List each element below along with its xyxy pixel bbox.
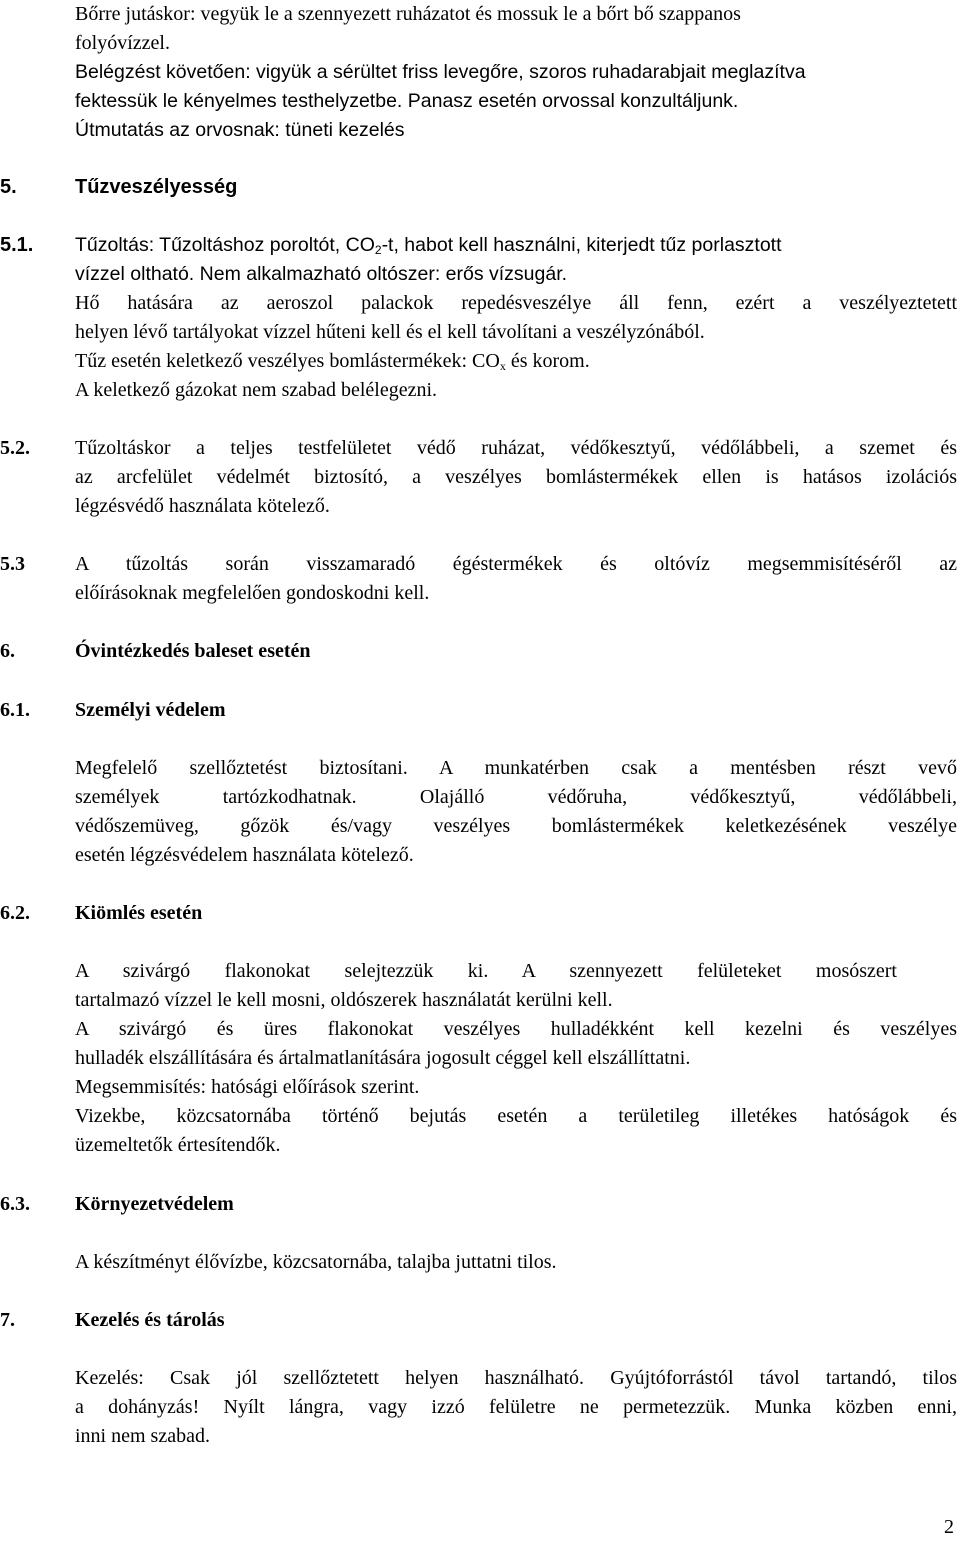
page-number: 2 [944,1516,954,1538]
text-line: személyek tartózkodhatnak. Olajálló védőruha, védőkesztyű, védőlábbeli, [75,786,957,808]
text-line: Kezelés: Csak jól szellőztetett helyen használható. Gyújtóforrástól távol tartandó, tilos [75,1367,957,1389]
subsection-number: 5.1. [0,234,34,256]
text-line: inni nem szabad. [75,1425,210,1447]
subsection-number: 6.2. [0,902,30,924]
text-line: Bőrre jutáskor: vegyük le a szennyezett ruházatot és mossuk le a bőrt bő szappanos [75,3,741,25]
text-line: Megfelelő szellőztetést biztosítani. A munkatérben csak a mentésben részt vevő [75,757,957,779]
text-line: Belégzést követően: vigyük a sérültet friss levegőre, szoros ruhadarabjait meglazítva [75,61,806,83]
text-line: légzésvédő használata kötelező. [75,495,330,517]
text-line: esetén légzésvédelem használata kötelező. [75,844,414,866]
text-line: A szivárgó flakonokat selejtezzük ki. A szennyezett felületeket mosószert [75,960,897,982]
text-line: Útmutatás az orvosnak: tüneti kezelés [75,119,405,141]
section-number: 6. [0,640,15,662]
text-line: vízzel oltható. Nem alkalmazható oltószer: erős vízsugár. [75,263,568,285]
text-line: Megsemmisítés: hatósági előírások szerint. [75,1076,420,1098]
subsection-number: 5.3 [0,553,25,575]
section-title: Kezelés és tárolás [75,1309,225,1331]
text-line: Tűz esetén keletkező veszélyes bomlástermékek: $CO_x$ és korom. [75,350,590,373]
text-line: hulladék elszállítására és ártalmatlanítására jogosult céggel kell elszállíttatni. [75,1047,691,1069]
text-line: a dohányzás! Nyílt lángra, vagy izzó felületre ne permetezzük. Munka közben enni, [75,1396,957,1418]
text-line: A készítményt élővízbe, közcsatornába, talajba juttatni tilos. [75,1251,557,1273]
subsection-title: Kiömlés esetén [75,902,203,924]
text-line: Tűzoltás: Tűzoltáshoz poroltót, $CO_2-t$, habot kell használni, kiterjedt tűz porlasztott [75,234,782,257]
text-line: védőszemüveg, gőzök és/vagy veszélyes bomlástermékek keletkezésének veszélye [75,815,957,837]
text-line: Tűzoltáskor a teljes testfelületet védő ruházat, védőkesztyű, védőlábbeli, a szemet és [75,437,957,459]
text-line: Vizekbe, közcsatornába történő bejutás esetén a területileg illetékes hatóságok és [75,1105,957,1127]
text-line: Hő hatására az aeroszol palackok repedésveszélye áll fenn, ezért a veszélyeztetett [75,292,957,314]
section-number: 7. [0,1309,15,1331]
text-line: helyen lévő tartályokat vízzel hűteni kell és el kell távolítani a veszélyzónából. [75,321,705,343]
subsection-title: Személyi védelem [75,699,226,721]
subsection-number: 6.1. [0,699,30,721]
subsection-number: 6.3. [0,1193,30,1215]
text-line: az arcfelület védelmét biztosító, a veszélyes bomlástermékek ellen is hatásos izolációs [75,466,957,488]
text-line: fektessük le kényelmes testhelyzetbe. Panasz esetén orvossal konzultáljunk. [75,90,739,112]
text-line: tartalmazó vízzel le kell mosni, oldószerek használatát kerülni kell. [75,989,613,1011]
section-number: 5. [0,176,17,198]
section-title: Óvintézkedés baleset esetén [75,640,311,662]
text-line: előírásoknak megfelelően gondoskodni kell. [75,582,430,604]
section-title: Tűzveszélyesség [75,176,238,198]
text-line: A szivárgó és üres flakonokat veszélyes hulladékként kell kezelni és veszélyes [75,1018,957,1040]
text-line: üzemeltetők értesítendők. [75,1134,281,1156]
text-line: folyóvízzel. [75,32,170,54]
text-line: A tűzoltás során visszamaradó égéstermékek és oltóvíz megsemmisítéséről az [75,553,957,575]
subsection-number: 5.2. [0,437,30,459]
subsection-title: Környezetvédelem [75,1193,234,1215]
text-line: A keletkező gázokat nem szabad belélegezni. [75,379,438,401]
